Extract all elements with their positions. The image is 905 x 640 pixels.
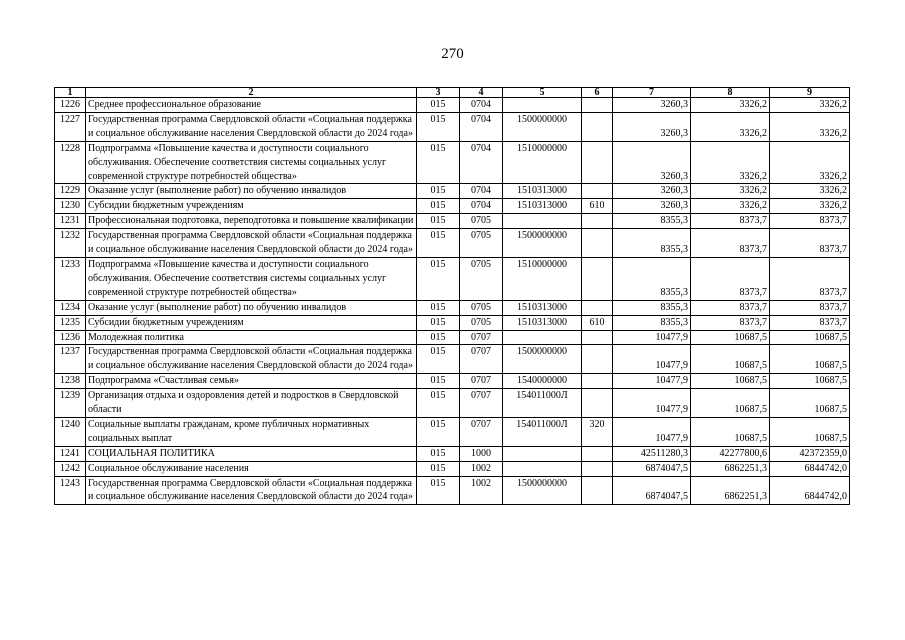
row-code-6 bbox=[582, 112, 613, 141]
row-name: Субсидии бюджетным учреждениям bbox=[86, 315, 417, 330]
row-value-8: 3326,2 bbox=[691, 141, 770, 184]
row-code-3: 015 bbox=[417, 257, 460, 300]
header-col-8: 8 bbox=[691, 88, 770, 98]
row-code-4: 0704 bbox=[460, 98, 503, 113]
row-name: Подпрограмма «Счастливая семья» bbox=[86, 374, 417, 389]
row-value-9: 6844742,0 bbox=[770, 476, 850, 505]
row-value-7: 10477,9 bbox=[613, 417, 691, 446]
row-code-4: 0704 bbox=[460, 141, 503, 184]
row-name: Государственная программа Свердловской области «Социальная поддержка и социальное обслуживание населения Свердловской области до 2024 года» bbox=[86, 229, 417, 258]
table-row bbox=[55, 476, 850, 505]
table-row bbox=[55, 112, 850, 141]
table-row bbox=[55, 214, 850, 229]
row-name: Подпрограмма «Повышение качества и доступности социального обслуживания. Обеспечение соответствия системы социальных услуг современной структуре потребностей общества» bbox=[86, 257, 417, 300]
row-name: Оказание услуг (выполнение работ) по обучению инвалидов bbox=[86, 300, 417, 315]
row-code-5: 1510313000 bbox=[503, 184, 582, 199]
row-value-9: 8373,7 bbox=[770, 300, 850, 315]
row-code-4: 0707 bbox=[460, 417, 503, 446]
row-code-4: 0707 bbox=[460, 389, 503, 418]
row-name: Социальное обслуживание населения bbox=[86, 461, 417, 476]
row-code-5: 1510000000 bbox=[503, 141, 582, 184]
row-code-4: 0705 bbox=[460, 257, 503, 300]
row-code-4: 0704 bbox=[460, 112, 503, 141]
row-code-6 bbox=[582, 300, 613, 315]
row-value-9: 8373,7 bbox=[770, 214, 850, 229]
row-value-7: 3260,3 bbox=[613, 141, 691, 184]
header-col-4: 4 bbox=[460, 88, 503, 98]
row-value-7: 3260,3 bbox=[613, 98, 691, 113]
row-value-9: 8373,7 bbox=[770, 257, 850, 300]
row-code-6 bbox=[582, 184, 613, 199]
row-code-3: 015 bbox=[417, 345, 460, 374]
table-row bbox=[55, 229, 850, 258]
table-row bbox=[55, 461, 850, 476]
row-code-4: 0705 bbox=[460, 214, 503, 229]
table-row bbox=[55, 199, 850, 214]
row-code-6 bbox=[582, 141, 613, 184]
row-number: 1232 bbox=[55, 229, 86, 258]
row-value-9: 3326,2 bbox=[770, 184, 850, 199]
table-body bbox=[55, 98, 850, 505]
header-col-6: 6 bbox=[582, 88, 613, 98]
row-value-9: 10687,5 bbox=[770, 374, 850, 389]
row-code-3: 015 bbox=[417, 374, 460, 389]
row-value-9: 42372359,0 bbox=[770, 446, 850, 461]
row-value-8: 8373,7 bbox=[691, 229, 770, 258]
row-code-3: 015 bbox=[417, 141, 460, 184]
row-value-7: 3260,3 bbox=[613, 184, 691, 199]
table-row bbox=[55, 315, 850, 330]
row-value-7: 8355,3 bbox=[613, 229, 691, 258]
row-code-6 bbox=[582, 229, 613, 258]
row-code-3: 015 bbox=[417, 476, 460, 505]
row-value-8: 3326,2 bbox=[691, 184, 770, 199]
row-code-6: 320 bbox=[582, 417, 613, 446]
row-value-7: 6874047,5 bbox=[613, 476, 691, 505]
table-row bbox=[55, 345, 850, 374]
row-value-7: 42511280,3 bbox=[613, 446, 691, 461]
row-value-7: 3260,3 bbox=[613, 112, 691, 141]
row-code-6 bbox=[582, 461, 613, 476]
row-name: Государственная программа Свердловской области «Социальная поддержка и социальное обслуживание населения Свердловской области до 2024 года» bbox=[86, 112, 417, 141]
row-value-9: 10687,5 bbox=[770, 389, 850, 418]
row-code-4: 1002 bbox=[460, 476, 503, 505]
row-name: Субсидии бюджетным учреждениям bbox=[86, 199, 417, 214]
row-code-6 bbox=[582, 98, 613, 113]
row-code-4: 0707 bbox=[460, 345, 503, 374]
row-value-7: 10477,9 bbox=[613, 374, 691, 389]
row-code-5: 1510313000 bbox=[503, 300, 582, 315]
row-code-5 bbox=[503, 98, 582, 113]
row-number: 1235 bbox=[55, 315, 86, 330]
row-name: Организация отдыха и оздоровления детей и подростков в Свердловской области bbox=[86, 389, 417, 418]
table-row bbox=[55, 330, 850, 345]
row-value-7: 3260,3 bbox=[613, 199, 691, 214]
row-code-5: 1500000000 bbox=[503, 345, 582, 374]
row-value-7: 8355,3 bbox=[613, 257, 691, 300]
row-value-9: 3326,2 bbox=[770, 98, 850, 113]
row-value-7: 10477,9 bbox=[613, 389, 691, 418]
table-row bbox=[55, 389, 850, 418]
row-number: 1237 bbox=[55, 345, 86, 374]
row-number: 1238 bbox=[55, 374, 86, 389]
header-col-3: 3 bbox=[417, 88, 460, 98]
row-code-4: 0705 bbox=[460, 300, 503, 315]
row-code-5: 154011000Л bbox=[503, 389, 582, 418]
row-value-9: 8373,7 bbox=[770, 229, 850, 258]
row-number: 1227 bbox=[55, 112, 86, 141]
table-row bbox=[55, 300, 850, 315]
row-code-3: 015 bbox=[417, 300, 460, 315]
row-code-6 bbox=[582, 446, 613, 461]
row-value-9: 10687,5 bbox=[770, 330, 850, 345]
row-number: 1229 bbox=[55, 184, 86, 199]
header-col-5: 5 bbox=[503, 88, 582, 98]
header-col-9: 9 bbox=[770, 88, 850, 98]
row-value-9: 10687,5 bbox=[770, 345, 850, 374]
row-number: 1240 bbox=[55, 417, 86, 446]
row-code-5: 1510000000 bbox=[503, 257, 582, 300]
row-value-8: 8373,7 bbox=[691, 257, 770, 300]
row-code-3: 015 bbox=[417, 184, 460, 199]
row-name: Профессиональная подготовка, переподготовка и повышение квалификации bbox=[86, 214, 417, 229]
table-row bbox=[55, 446, 850, 461]
row-code-5: 1510313000 bbox=[503, 315, 582, 330]
row-code-3: 015 bbox=[417, 315, 460, 330]
row-name: Оказание услуг (выполнение работ) по обучению инвалидов bbox=[86, 184, 417, 199]
row-number: 1228 bbox=[55, 141, 86, 184]
row-code-4: 0704 bbox=[460, 199, 503, 214]
row-code-5 bbox=[503, 330, 582, 345]
row-value-9: 3326,2 bbox=[770, 141, 850, 184]
table-row bbox=[55, 184, 850, 199]
table-row bbox=[55, 257, 850, 300]
row-value-7: 8355,3 bbox=[613, 214, 691, 229]
row-code-4: 0707 bbox=[460, 374, 503, 389]
row-code-5 bbox=[503, 461, 582, 476]
page-number: 270 bbox=[441, 46, 464, 62]
row-value-8: 3326,2 bbox=[691, 98, 770, 113]
row-value-8: 10687,5 bbox=[691, 389, 770, 418]
row-number: 1242 bbox=[55, 461, 86, 476]
header-col-2: 2 bbox=[86, 88, 417, 98]
row-code-5: 1510313000 bbox=[503, 199, 582, 214]
row-code-3: 015 bbox=[417, 214, 460, 229]
table-row bbox=[55, 417, 850, 446]
row-code-3: 015 bbox=[417, 446, 460, 461]
row-number: 1239 bbox=[55, 389, 86, 418]
row-code-5: 154011000Л bbox=[503, 417, 582, 446]
row-name: Государственная программа Свердловской области «Социальная поддержка и социальное обслуживание населения Свердловской области до 2024 года» bbox=[86, 476, 417, 505]
row-code-3: 015 bbox=[417, 330, 460, 345]
row-value-8: 10687,5 bbox=[691, 374, 770, 389]
row-code-5: 1540000000 bbox=[503, 374, 582, 389]
row-code-5: 1500000000 bbox=[503, 112, 582, 141]
row-value-8: 6862251,3 bbox=[691, 461, 770, 476]
row-number: 1243 bbox=[55, 476, 86, 505]
row-value-9: 10687,5 bbox=[770, 417, 850, 446]
row-value-9: 6844742,0 bbox=[770, 461, 850, 476]
row-number: 1241 bbox=[55, 446, 86, 461]
row-value-7: 8355,3 bbox=[613, 300, 691, 315]
row-value-8: 42277800,6 bbox=[691, 446, 770, 461]
row-value-9: 8373,7 bbox=[770, 315, 850, 330]
row-name: Подпрограмма «Повышение качества и доступности социального обслуживания. Обеспечение соответствия системы социальных услуг современной структуре потребностей общества» bbox=[86, 141, 417, 184]
row-code-3: 015 bbox=[417, 229, 460, 258]
row-value-8: 6862251,3 bbox=[691, 476, 770, 505]
row-code-4: 1000 bbox=[460, 446, 503, 461]
header-col-1: 1 bbox=[55, 88, 86, 98]
row-code-6 bbox=[582, 389, 613, 418]
row-code-4: 0707 bbox=[460, 330, 503, 345]
row-code-5: 1500000000 bbox=[503, 229, 582, 258]
row-number: 1231 bbox=[55, 214, 86, 229]
row-value-9: 3326,2 bbox=[770, 199, 850, 214]
budget-table bbox=[54, 87, 850, 505]
row-name: Государственная программа Свердловской области «Социальная поддержка и социальное обслуживание населения Свердловской области до 2024 года» bbox=[86, 345, 417, 374]
row-number: 1230 bbox=[55, 199, 86, 214]
row-code-6 bbox=[582, 257, 613, 300]
row-code-6 bbox=[582, 214, 613, 229]
row-code-3: 015 bbox=[417, 112, 460, 141]
row-value-8: 3326,2 bbox=[691, 112, 770, 141]
row-code-5: 1500000000 bbox=[503, 476, 582, 505]
row-code-4: 0705 bbox=[460, 315, 503, 330]
row-value-8: 8373,7 bbox=[691, 214, 770, 229]
row-value-8: 10687,5 bbox=[691, 345, 770, 374]
row-name: СОЦИАЛЬНАЯ ПОЛИТИКА bbox=[86, 446, 417, 461]
row-code-6: 610 bbox=[582, 315, 613, 330]
row-value-8: 8373,7 bbox=[691, 315, 770, 330]
row-number: 1236 bbox=[55, 330, 86, 345]
row-value-8: 10687,5 bbox=[691, 330, 770, 345]
row-number: 1226 bbox=[55, 98, 86, 113]
row-code-6 bbox=[582, 345, 613, 374]
row-code-5 bbox=[503, 446, 582, 461]
row-code-6 bbox=[582, 374, 613, 389]
row-value-8: 10687,5 bbox=[691, 417, 770, 446]
row-code-6: 610 bbox=[582, 199, 613, 214]
row-code-5 bbox=[503, 214, 582, 229]
row-code-4: 0705 bbox=[460, 229, 503, 258]
header-col-7: 7 bbox=[613, 88, 691, 98]
row-number: 1234 bbox=[55, 300, 86, 315]
row-value-7: 8355,3 bbox=[613, 315, 691, 330]
row-name: Молодежная политика bbox=[86, 330, 417, 345]
row-code-3: 015 bbox=[417, 98, 460, 113]
row-value-9: 3326,2 bbox=[770, 112, 850, 141]
row-name: Среднее профессиональное образование bbox=[86, 98, 417, 113]
row-value-7: 10477,9 bbox=[613, 345, 691, 374]
row-code-6 bbox=[582, 330, 613, 345]
row-code-3: 015 bbox=[417, 417, 460, 446]
row-code-3: 015 bbox=[417, 389, 460, 418]
row-code-4: 1002 bbox=[460, 461, 503, 476]
row-value-8: 3326,2 bbox=[691, 199, 770, 214]
row-value-7: 10477,9 bbox=[613, 330, 691, 345]
table-row bbox=[55, 374, 850, 389]
row-number: 1233 bbox=[55, 257, 86, 300]
row-code-6 bbox=[582, 476, 613, 505]
table-row bbox=[55, 98, 850, 113]
row-code-3: 015 bbox=[417, 461, 460, 476]
table-row bbox=[55, 141, 850, 184]
row-value-7: 6874047,5 bbox=[613, 461, 691, 476]
row-name: Социальные выплаты гражданам, кроме публичных нормативных социальных выплат bbox=[86, 417, 417, 446]
row-code-3: 015 bbox=[417, 199, 460, 214]
row-code-4: 0704 bbox=[460, 184, 503, 199]
table-header-row bbox=[55, 88, 850, 98]
row-value-8: 8373,7 bbox=[691, 300, 770, 315]
